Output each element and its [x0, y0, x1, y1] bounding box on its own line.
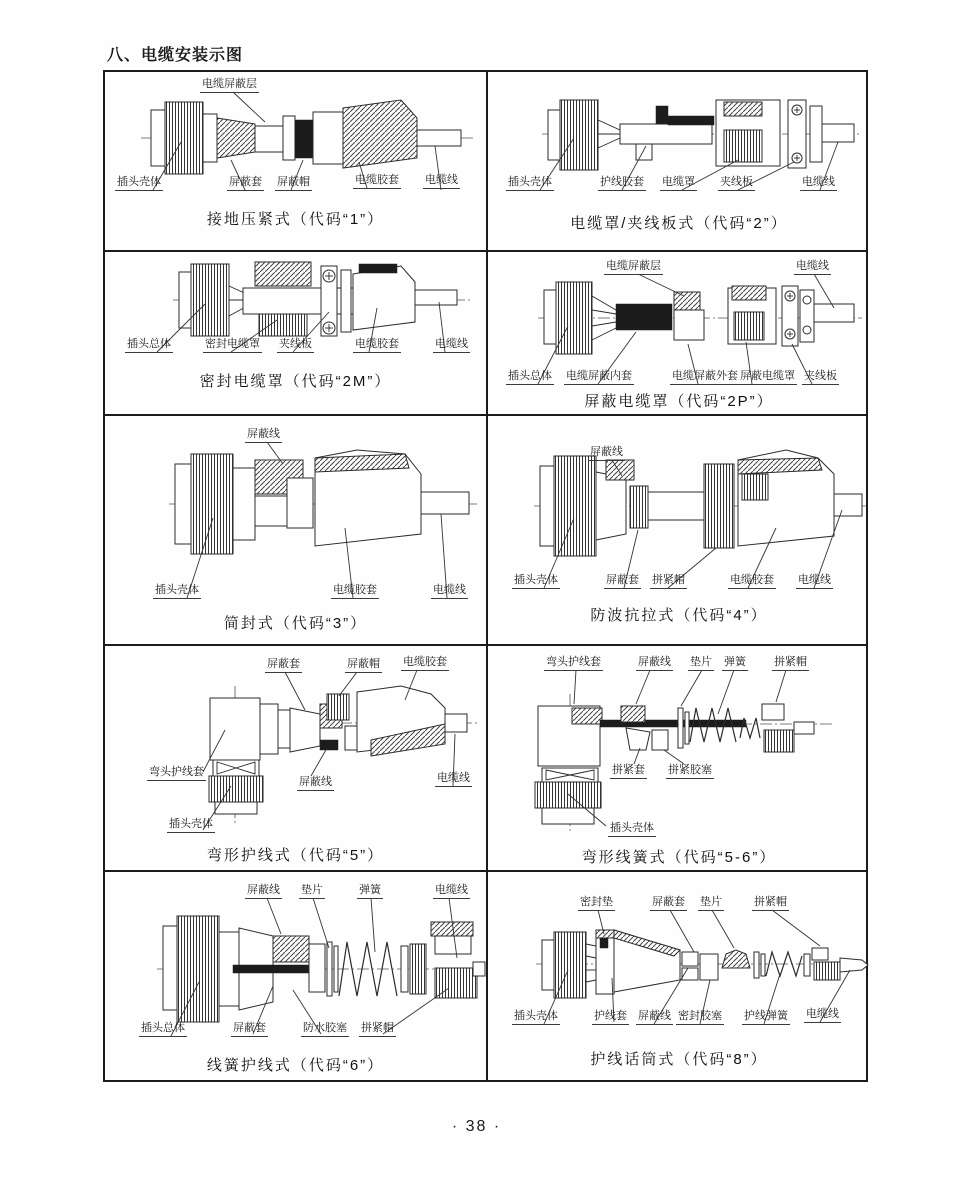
part-label: 电缆线	[804, 1008, 841, 1023]
part-label: 电缆胶套	[331, 584, 379, 599]
part-label: 电缆胶套	[401, 656, 449, 671]
part-label: 弹簧	[722, 656, 748, 671]
diagram-table	[103, 70, 868, 1082]
part-label: 屏蔽线	[245, 428, 282, 443]
part-label: 屏蔽帽	[275, 176, 312, 191]
part-label: 防水胶塞	[301, 1022, 349, 1037]
part-label: 电缆线	[433, 884, 470, 899]
part-label: 屏蔽套	[265, 658, 302, 673]
part-label: 电缆胶套	[353, 174, 401, 189]
part-label: 弹簧	[357, 884, 383, 899]
part-label: 插头壳体	[115, 176, 163, 191]
part-label: 护线胶套	[598, 176, 646, 191]
part-label: 电缆线	[431, 584, 468, 599]
diagram-caption: 弯形护线式（代码“5”）	[206, 847, 385, 864]
part-label: 拼紧套	[610, 764, 647, 779]
part-label: 插头总体	[125, 338, 173, 353]
part-label: 电缆线	[435, 772, 472, 787]
part-label: 屏蔽线	[636, 656, 673, 671]
part-label: 屏蔽线	[588, 446, 625, 461]
part-label: 屏蔽线	[297, 776, 334, 791]
part-label: 插头壳体	[167, 818, 215, 833]
diagram-caption: 线簧护线式（代码“6”）	[206, 1057, 385, 1074]
part-label: 电缆线	[433, 338, 470, 353]
page-number: · 38 ·	[451, 1118, 502, 1135]
part-label: 插头壳体	[512, 1010, 560, 1025]
diagram-caption: 防波抗拉式（代码“4”）	[590, 607, 768, 624]
part-label: 夹线板	[718, 176, 755, 191]
diagram-cell-10	[488, 872, 870, 1082]
part-label: 弯头护线套	[147, 766, 206, 781]
part-label: 电缆屏蔽层	[604, 260, 663, 275]
part-label: 电缆线	[800, 176, 837, 191]
part-label: 密封胶塞	[676, 1010, 724, 1025]
part-label: 电缆线	[794, 260, 831, 275]
part-label: 夹线板	[277, 338, 314, 353]
part-label: 电缆屏蔽外套	[670, 370, 740, 385]
diagram-caption: 简封式（代码“3”）	[223, 615, 368, 632]
part-label: 拼紧帽	[752, 896, 789, 911]
part-label: 屏蔽套	[227, 176, 264, 191]
part-label: 拼紧帽	[650, 574, 687, 589]
part-label: 拼紧帽	[772, 656, 809, 671]
part-label: 电缆屏蔽层	[200, 78, 259, 93]
diagram-caption: 弯形线簧式（代码“5-6”）	[581, 849, 777, 866]
part-label: 密封垫	[578, 896, 615, 911]
diagram-caption: 屏蔽电缆罩（代码“2P”）	[584, 393, 774, 410]
part-label: 插头壳体	[506, 176, 554, 191]
diagram-cell-4	[488, 252, 870, 414]
diagram-cell-9	[105, 872, 486, 1082]
part-label: 拼紧帽	[359, 1022, 396, 1037]
diagram-cell-7	[105, 646, 486, 870]
part-label: 屏蔽套	[604, 574, 641, 589]
diagram-cell-6	[488, 416, 870, 644]
part-label: 屏蔽线	[245, 884, 282, 899]
diagram-caption: 密封电缆罩（代码“2M”）	[199, 373, 392, 390]
diagram-caption: 护线话筒式（代码“8”）	[590, 1051, 768, 1068]
diagram-caption: 接地压紧式（代码“1”）	[206, 211, 385, 228]
part-label: 电缆胶套	[353, 338, 401, 353]
connector-drawing-7	[105, 646, 486, 870]
part-label: 屏蔽帽	[345, 658, 382, 673]
part-label: 屏蔽套	[231, 1022, 268, 1037]
part-label: 电缆屏蔽内套	[564, 370, 634, 385]
part-label: 插头壳体	[608, 822, 656, 837]
page-title: 八、电缆安装示图	[107, 47, 244, 64]
part-label: 弯头护线套	[544, 656, 603, 671]
part-label: 屏蔽电缆罩	[738, 370, 797, 385]
diagram-caption: 电缆罩/夹线板式（代码“2”）	[570, 215, 788, 232]
part-label: 垫片	[688, 656, 714, 671]
part-label: 屏蔽套	[650, 896, 687, 911]
part-label: 插头壳体	[153, 584, 201, 599]
part-label: 电缆胶套	[728, 574, 776, 589]
part-label: 拼紧胶塞	[666, 764, 714, 779]
diagram-cell-2	[488, 72, 870, 250]
part-label: 护线弹簧	[742, 1010, 790, 1025]
part-label: 电缆线	[796, 574, 833, 589]
diagram-cell-8	[488, 646, 870, 870]
part-label: 垫片	[698, 896, 724, 911]
part-label: 电缆罩	[660, 176, 697, 191]
diagram-cell-1	[105, 72, 486, 250]
part-label: 护线套	[592, 1010, 629, 1025]
part-label: 夹线板	[802, 370, 839, 385]
diagram-cell-5	[105, 416, 486, 644]
part-label: 插头壳体	[512, 574, 560, 589]
part-label: 屏蔽线	[636, 1010, 673, 1025]
part-label: 插头总体	[139, 1022, 187, 1037]
part-label: 垫片	[299, 884, 325, 899]
connector-drawing-9	[105, 872, 486, 1082]
connector-drawing-5	[105, 416, 486, 644]
part-label: 密封电缆罩	[203, 338, 262, 353]
part-label: 插头总体	[506, 370, 554, 385]
connector-drawing-8	[488, 646, 870, 870]
part-label: 电缆线	[423, 174, 460, 189]
diagram-cell-3	[105, 252, 486, 414]
